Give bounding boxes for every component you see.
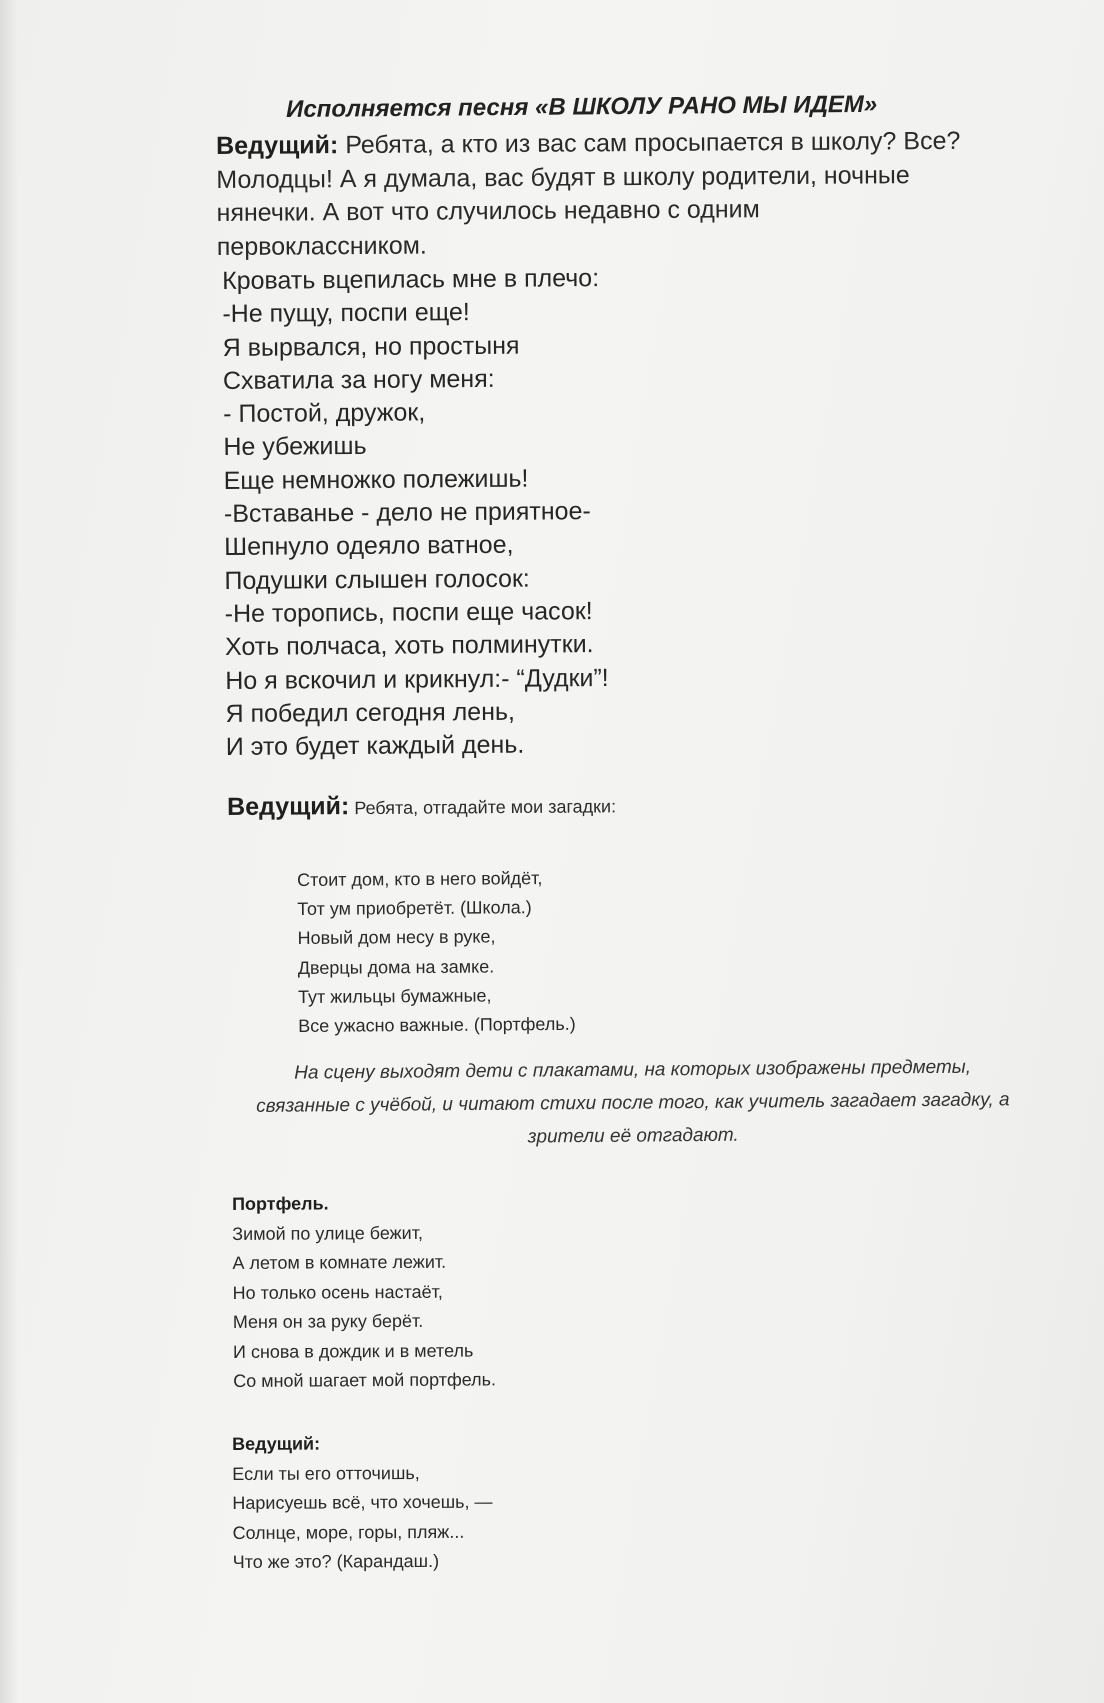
poem-line: Не убежишь: [223, 432, 367, 462]
riddle-line: Дверцы дома на замке.: [297, 956, 495, 978]
poem-line: - Постой, дружок,: [223, 398, 426, 429]
riddle-line: Стоит дом, кто в него войдёт,: [297, 868, 543, 890]
host2-speaker: Ведущий:: [227, 792, 350, 821]
poem: [222, 262, 609, 764]
riddle-line: Новый дом несу в руке,: [297, 926, 496, 949]
intro-text: [216, 125, 977, 264]
portfel-line: Зимой по улице бежит,: [232, 1222, 423, 1244]
portfel-line: И снова в дождик и в метель: [232, 1340, 474, 1362]
riddle-line: Все ужасно важные. (Портфель.): [298, 1013, 576, 1037]
poem-line: -Не пущу, поспи еще!: [222, 298, 470, 329]
poem-line: Я вырвался, но простыня: [222, 331, 520, 362]
stage-direction: На сцену выходят дети с плакатами, на которых изображены предметы, связанные с учёбой, и читают стихи после того, как учитель загадает загадку, а зрители её отгадают.: [256, 1056, 1010, 1148]
riddles-intro: [227, 790, 616, 822]
riddle-line: Тот ум приобретёт. (Школа.): [297, 897, 532, 920]
portfel-line: А летом в комнате лежит.: [232, 1251, 447, 1273]
poem-line: Схватила за ногу меня:: [222, 364, 495, 395]
poem-line: Еще немножко полежишь!: [223, 464, 529, 495]
portfel-heading: Портфель.: [232, 1193, 329, 1214]
portfel-line: Меня он за руку берёт.: [232, 1310, 424, 1332]
pencil-riddle: [232, 1429, 493, 1578]
pencil-riddle-line: Что же это? (Карандаш.): [232, 1550, 440, 1572]
riddle-line: Тут жильцы бумажные,: [297, 985, 492, 1007]
pencil-riddle-line: Если ты его отточишь,: [232, 1462, 420, 1484]
riddles: [297, 864, 576, 1041]
pencil-riddle-line: Солнце, море, горы, пляж...: [232, 1521, 465, 1543]
portfel-line: Но только осень настаёт,: [232, 1281, 443, 1303]
intro-speaker: Ведущий:: [216, 131, 339, 160]
host3-speaker: Ведущий:: [232, 1433, 321, 1454]
song-title: Исполняется песня «В ШКОЛУ РАНО МЫ ИДЕМ»: [286, 90, 878, 123]
poem-line: -Вставанье - дело не приятное-: [223, 497, 591, 529]
poem-line: Но я вскочил и крикнул:- “Дудки”!: [225, 663, 609, 695]
intro-paragraph: [216, 125, 977, 264]
portfel-poem: [232, 1188, 496, 1396]
portfel-line: Со мной шагает мой портфель.: [233, 1369, 497, 1391]
pencil-riddle-line: Нарисуешь всё, что хочешь, —: [232, 1491, 493, 1513]
poem-line: -Не торопись, поспи еще часок!: [224, 597, 593, 628]
host2-text: Ребята, отгадайте мои загадки:: [354, 796, 617, 819]
poem-line: Хоть полчаса, хоть полминутки.: [224, 630, 594, 662]
intro-body: Ребята, а кто из вас сам просыпается в школу? Все? Молодцы! А я думала, вас будят в школу родители, ночные нянечки. А вот что случилось недавно с одним первоклассником.: [216, 126, 961, 261]
poem-line: Я победил сегодня лень,: [225, 697, 516, 728]
poem-line: Кровать вцепилась мне в плечо:: [222, 264, 600, 295]
poem-line: Подушки слышен голосок:: [224, 564, 530, 595]
poem-line: Шепнуло одеяло ватное,: [224, 531, 514, 562]
poem-line: И это будет каждый день.: [225, 730, 525, 762]
